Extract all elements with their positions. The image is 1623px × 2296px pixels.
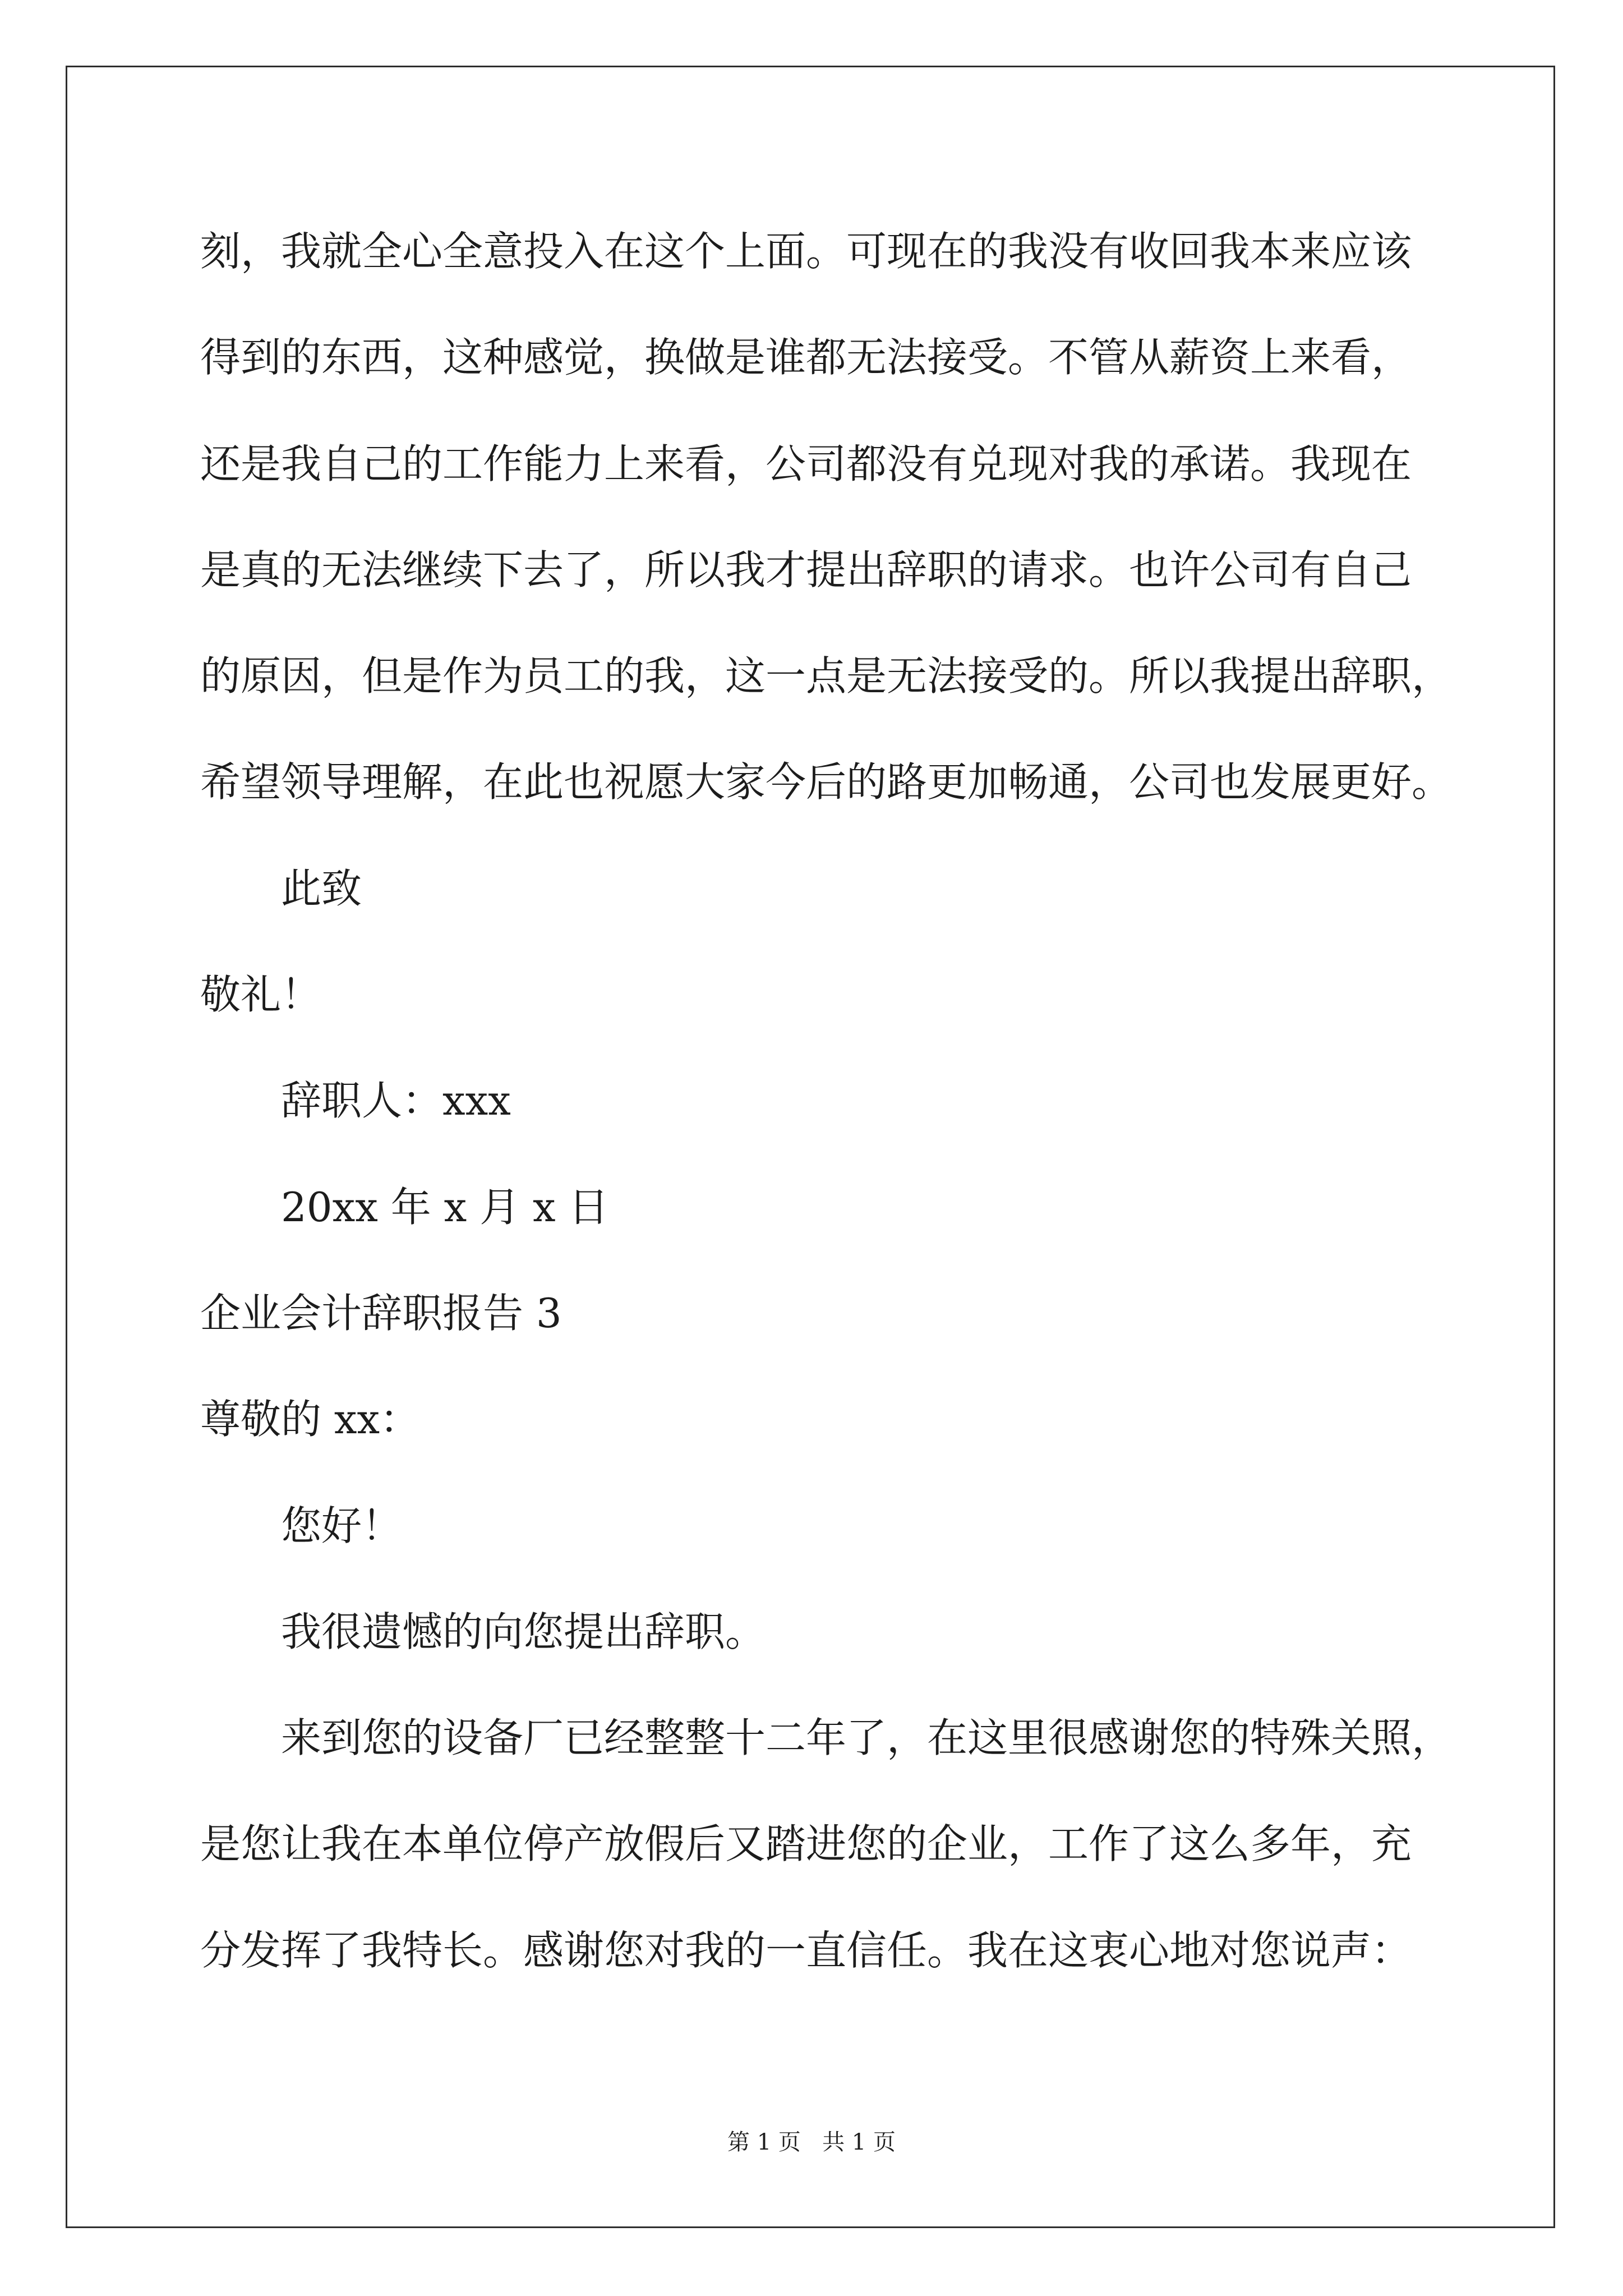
signature-line: 辞职人：xxx [281, 1077, 511, 1125]
closing-regards: 敬礼！ [200, 971, 322, 1019]
body-line: 来到您的设备厂已经整整十二年了，在这里很感谢您的特殊关照， [281, 1714, 1453, 1762]
document-body [200, 199, 1535, 2004]
page-number-footer: 第 1 页 共 1 页 [727, 2129, 896, 2155]
body-line: 是真的无法继续下去了，所以我才提出辞职的请求。也许公司有自己 [200, 546, 1412, 593]
greeting-line: 您好！ [281, 1502, 403, 1549]
body-line: 我很遗憾的向您提出辞职。 [281, 1608, 766, 1655]
body-line: 的原因，但是作为员工的我，这一点是无法接受的。所以我提出辞职， [200, 652, 1453, 700]
body-line: 分发挥了我特长。感谢您对我的一直信任。我在这衷心地对您说声： [200, 1926, 1412, 1974]
date-line: 20xx 年 x 月 x 日 [281, 1183, 609, 1231]
body-line: 刻，我就全心全意投入在这个上面。可现在的我没有收回我本来应该 [200, 228, 1412, 275]
section-heading: 企业会计辞职报告 3 [200, 1289, 562, 1337]
body-line: 得到的东西，这种感觉，换做是谁都无法接受。不管从薪资上来看， [200, 334, 1412, 381]
letter-addressee: 尊敬的 xx： [200, 1396, 421, 1443]
body-line: 还是我自己的工作能力上来看，公司都没有兑现对我的承诺。我现在 [200, 440, 1412, 487]
body-line: 是您让我在本单位停产放假后又踏进您的企业，工作了这么多年，充 [200, 1820, 1412, 1868]
body-line: 希望领导理解，在此也祝愿大家今后的路更加畅通，公司也发展更好。 [200, 758, 1453, 806]
closing-salutation: 此致 [281, 864, 362, 912]
